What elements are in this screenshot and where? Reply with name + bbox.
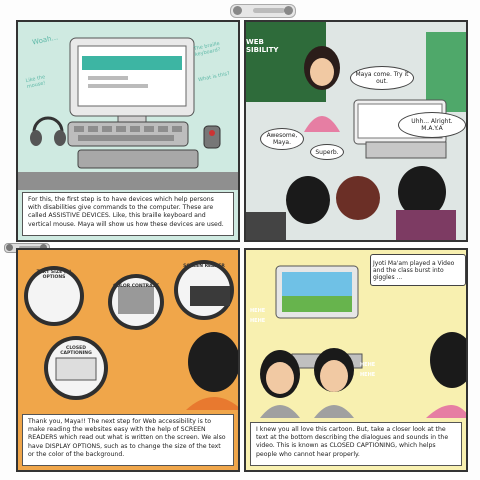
- handwritten-note: What is this?: [197, 70, 231, 84]
- handwritten-note: Woah...: [31, 33, 59, 47]
- previous-button-icon[interactable]: [233, 6, 242, 15]
- panel-3-caption: Thank you, Maya!! The next step for Web accessibility is to make reading the websites easy with the help of SCREEN READERS which read out what is written on the screen. We also have DISPLAY OPTIONS, such as to change the size of the text or the color of the background.: [22, 414, 234, 466]
- narration-box: Jyoti Ma'am played a Video and the class burst into giggles ...: [370, 254, 466, 286]
- panel-4: [244, 248, 468, 472]
- label-text-size: TEXT SIZE (A) OPTIONS: [36, 270, 72, 280]
- label-closed-captioning: CLOSED CAPTIONING: [60, 346, 92, 356]
- top-navigation-control[interactable]: [230, 4, 296, 18]
- panel-2: [244, 20, 468, 242]
- page-slider[interactable]: [253, 8, 285, 13]
- laugh-sfx: HEHE: [250, 318, 266, 324]
- panel-4-caption: I knew you all love this cartoon. But, take a closer look at the text at the bottom describing the dialogues and sounds in the video. This is known as CLOSED CAPTIONING, which helps people who cannot hear properly.: [250, 422, 462, 466]
- laugh-sfx: HEHE: [360, 362, 376, 368]
- previous-button-icon[interactable]: [6, 244, 13, 251]
- laugh-sfx: HEHE: [360, 372, 376, 378]
- speech-bubble-maya: Uhh... Alright. M.A.Y.A: [398, 112, 466, 138]
- board-text: WEB SIBILITY: [246, 38, 279, 54]
- speech-bubble-mid: Superb.: [310, 144, 344, 160]
- speech-bubble-teacher: Maya come. Try it out.: [350, 66, 414, 90]
- label-screen-reader: SCREEN READER: [183, 264, 225, 269]
- label-color-contrast: COLOR CONTRAST: [113, 284, 159, 289]
- handwritten-note: Like the mouse!: [25, 74, 47, 91]
- laugh-sfx: HEHE: [250, 308, 266, 314]
- panel-3: [16, 248, 240, 472]
- handwritten-note: The braille keyboard?: [193, 40, 221, 59]
- panel-1-caption: For this, the first step is to have devices which help persons with disabilities give commands to the computer. These are called ASSISTIVE DEVICES. Like, this braille keyboard and vertical mouse. Maya will show us how these devices are used.: [22, 192, 234, 236]
- panel-1: [16, 20, 240, 242]
- next-button-icon[interactable]: [284, 6, 293, 15]
- speech-bubble-left: Awesome, Maya.: [260, 128, 304, 150]
